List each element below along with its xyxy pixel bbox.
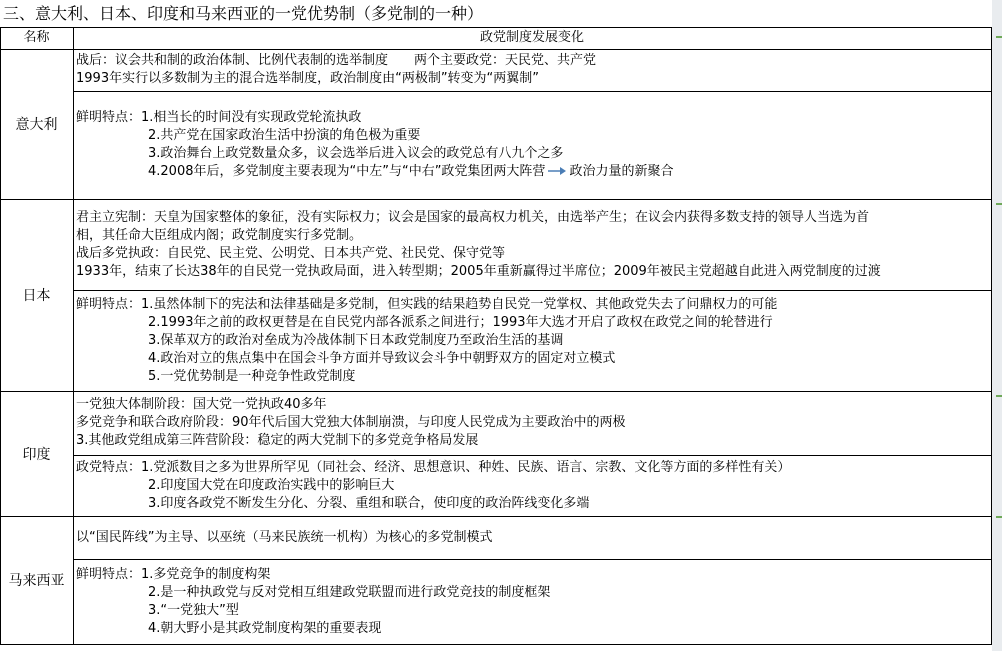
text-line: 3.保革双方的政治对垒成为冷战体制下日本政党制度乃至政治生活的基调	[148, 333, 564, 348]
text-line: 3.印度各政党不断发生分化、分裂、重组和联合，使印度的政治阵线变化多端	[148, 496, 590, 511]
text-line: 1933年，结束了长达38年的自民党一党执政局面，进入转型期；2005年重新赢得过半席位；2009年被民主党超越自此进入两党制度的过渡	[76, 264, 881, 279]
text-line: 君主立宪制：天皇为国家整体的象征，没有实际权力；议会是国家的最高权力机关，由选举产生；在议会内获得多数支持的领导人当选为首	[76, 210, 870, 225]
right-scroll-strip[interactable]	[992, 0, 1002, 651]
text-line: 鲜明特点：1.相当长的时间没有实现政党轮流执政	[76, 110, 362, 125]
text-line: 以“国民阵线”为主导、以巫统（马来民族统一机构）为核心的多党制模式	[76, 530, 493, 545]
row-name-malaysia: 马来西亚	[8, 573, 65, 589]
italy-features	[76, 109, 988, 191]
japan-overview	[76, 209, 988, 287]
header-content: 政党制度发展变化	[479, 30, 584, 45]
text-line: 2.共产党在国家政治生活中扮演的角色极为重要	[148, 128, 421, 143]
header-name: 名称	[23, 30, 50, 45]
text-line: 鲜明特点：1.多党竞争的制度构架	[76, 567, 271, 582]
text-line: 3.“一党独大”型	[148, 603, 239, 618]
row-name-italy: 意大利	[15, 117, 58, 133]
malaysia-overview	[76, 529, 988, 549]
text-line: 2.印度国大党在印度政治实践中的影响巨大	[148, 478, 395, 493]
text-line: 3.政治舞台上政党数量众多，议会选举后进入议会的政党总有八九个之多	[148, 146, 564, 161]
text-segment: 4.2008年后，多党制度主要表现为“中左”与“中右”政党集团两大阵营	[148, 164, 546, 179]
text-line: 战后：议会共和制的政治体制、比例代表制的选举制度 两个主要政党：天民党、共产党	[76, 53, 597, 68]
italy-overview	[76, 52, 988, 90]
text-segment: 政治力量的新聚合	[569, 164, 674, 179]
text-line: 2.是一种执政党与反对党相互组建政党联盟而进行政党竞技的制度框架	[148, 585, 551, 600]
row-name-japan: 日本	[22, 288, 51, 304]
arrow-right-icon	[548, 166, 566, 176]
sheet-title: 三、意大利、日本、印度和马来西亚的一党优势制（多党制的一种）	[3, 4, 484, 23]
text-line: 战后多党执政：自民党、民主党、公明党、日本共产党、社民党、保守党等	[76, 246, 506, 261]
text-line-with-arrow	[148, 163, 673, 181]
text-line: 鲜明特点：1.虽然体制下的宪法和法律基础是多党制，但实践的结果趋势自民党一党掌权、其他政党失去了问鼎权力的可能	[76, 297, 778, 312]
text-line: 1993年实行以多数制为主的混合选举制度，政治制度由“两极制”转变为“两翼制”	[76, 71, 540, 86]
text-line: 2.1993年之前的政权更替是在自民党内部各派系之间进行；1993年大选才开启了政权在政党之间的轮替进行	[148, 315, 773, 330]
text-line: 政党特点：1.党派数目之多为世界所罕见（同社会、经济、思想意识、种姓、民族、语言、宗教、文化等方面的多样性有关）	[76, 460, 791, 475]
japan-features	[76, 296, 988, 388]
text-line: 3.其他政党组成第三阵营阶段：稳定的两大党制下的多党竞争格局发展	[76, 433, 479, 448]
india-overview	[76, 396, 988, 452]
text-line: 4.朝大野小是其政党制度构架的重要表现	[148, 621, 382, 636]
text-line: 5.一党优势制是一种竞争性政党制度	[148, 369, 356, 384]
row-name-india: 印度	[22, 446, 51, 463]
text-line: 相，其任命大臣组成内阁；政党制度实行多党制。	[76, 228, 363, 243]
text-line: 一党独大体制阶段：国大党一党执政40多年	[76, 397, 327, 412]
text-line: 4.政治对立的焦点集中在国会斗争方面并导致议会斗争中朝野双方的固定对立模式	[148, 351, 616, 366]
malaysia-features	[76, 566, 988, 642]
india-features	[76, 459, 988, 515]
text-line: 多党竞争和联合政府阶段：90年代后国大党独大体制崩溃，与印度人民党成为主要政治中的两极	[76, 415, 626, 430]
